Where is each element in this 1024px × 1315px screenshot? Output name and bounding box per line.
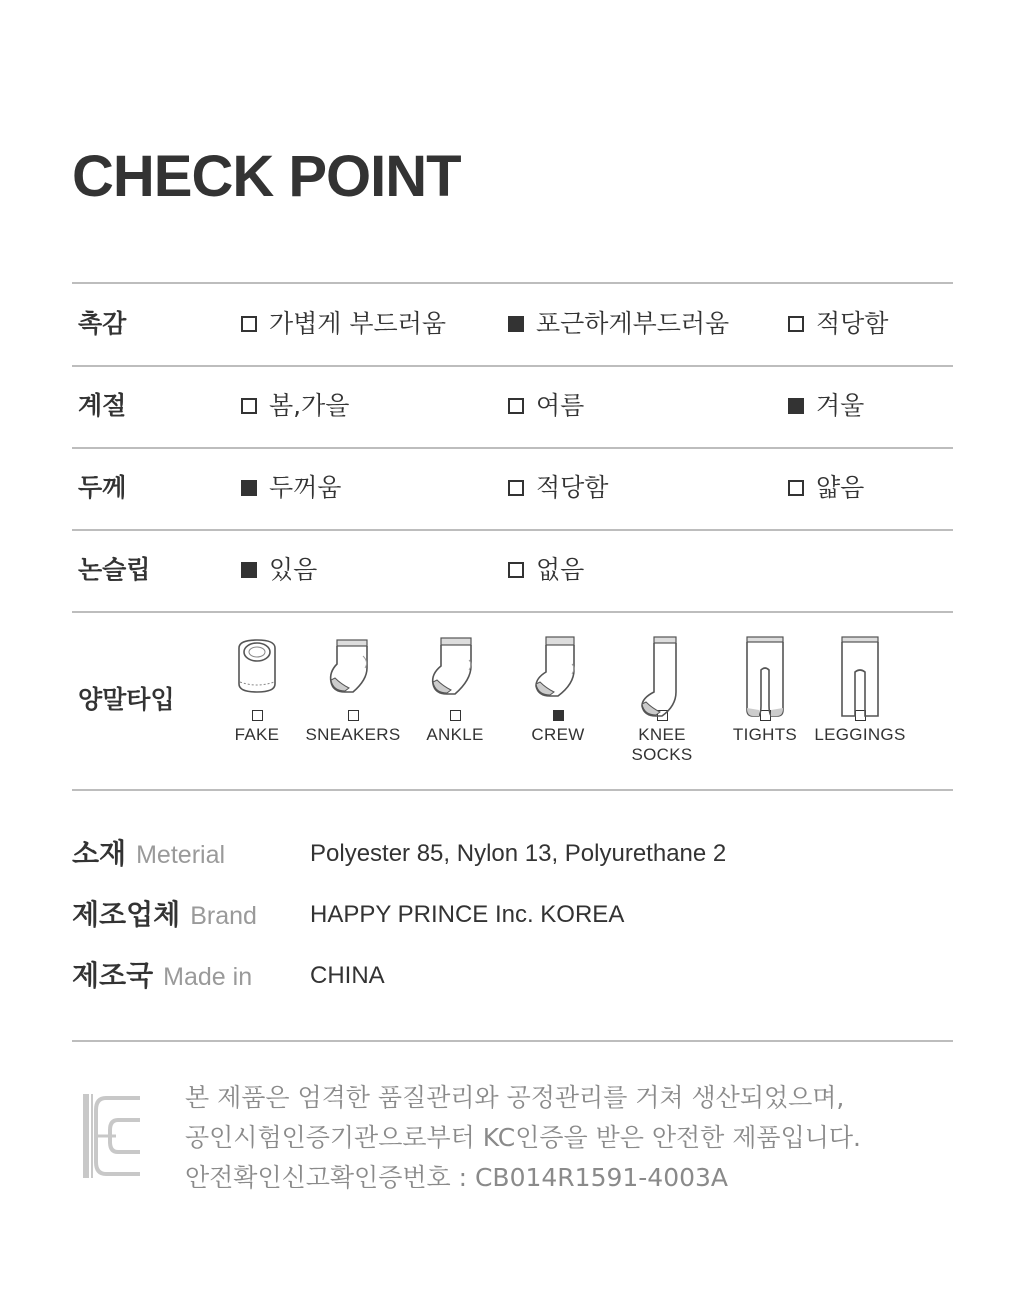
material-label: [72, 836, 225, 873]
divider: [72, 447, 953, 449]
row-label-sock-type: 양말타입: [78, 685, 175, 714]
checkbox: [252, 710, 263, 721]
option-thickness-moderate: [508, 473, 608, 503]
page-title: CHECK POINT: [72, 144, 461, 209]
option-label: 얇음: [816, 473, 865, 502]
checkbox: [788, 316, 804, 332]
checkbox-checked: [553, 710, 564, 721]
option-label: 두꺼움: [269, 473, 342, 502]
checkbox: [450, 710, 461, 721]
checkbox-checked: [241, 562, 257, 578]
option-texture-cozy: [508, 309, 729, 339]
divider: [72, 282, 953, 284]
material-label-ko: 소재: [72, 837, 127, 870]
checkbox: [788, 480, 804, 496]
leggings-icon: [830, 636, 890, 718]
option-label: 겨울: [816, 391, 865, 420]
tights-icon: [735, 636, 795, 718]
option-label: 적당함: [816, 309, 889, 338]
sock-type-label: SNEAKERS: [305, 725, 401, 744]
option-texture-moderate: [788, 309, 888, 339]
row-label-season: 계절: [78, 391, 127, 420]
checkbox-checked: [508, 316, 524, 332]
sock-type-label: CREW: [531, 725, 585, 744]
sock-type-label: KNEE SOCKS: [631, 725, 693, 764]
option-label: 적당함: [536, 473, 609, 502]
checkbox: [508, 562, 524, 578]
kc-mark-icon: [82, 1090, 146, 1182]
divider: [72, 611, 953, 613]
ankle-sock-icon: [425, 636, 485, 698]
option-label: 없음: [536, 555, 585, 584]
option-season-spring-fall: [241, 391, 349, 421]
option-label: 여름: [536, 391, 585, 420]
sock-type-knee-socks: [607, 636, 717, 765]
brand-label: [72, 897, 257, 934]
sock-type-sneakers: [298, 636, 408, 745]
brand-label-ko: 제조업체: [72, 898, 181, 931]
checkbox-checked: [241, 480, 257, 496]
material-value: Polyester 85, Nylon 13, Polyurethane 2: [310, 840, 727, 867]
origin-value: CHINA: [310, 962, 385, 989]
option-non-slip-no: [508, 555, 584, 585]
sock-type-label: TIGHTS: [732, 725, 798, 744]
sock-type-fake: [202, 636, 312, 745]
option-label: 포근하게부드러움: [536, 309, 730, 338]
fake-sock-icon: [227, 636, 287, 698]
divider: [72, 789, 953, 791]
sock-type-leggings: [805, 636, 915, 745]
origin-label-en: Made in: [163, 963, 253, 991]
option-label: 봄,가을: [269, 391, 350, 420]
checkbox: [508, 480, 524, 496]
sock-type-label: LEGGINGS: [814, 725, 906, 744]
row-label-non-slip: 논슬립: [78, 555, 151, 584]
sneakers-sock-icon: [323, 636, 383, 698]
origin-label-ko: 제조국: [72, 959, 154, 992]
option-season-winter: [788, 391, 864, 421]
divider: [72, 529, 953, 531]
divider: [72, 1040, 953, 1042]
checkbox: [241, 398, 257, 414]
brand-value: HAPPY PRINCE Inc. KOREA: [310, 901, 625, 928]
sock-type-label: FAKE: [234, 725, 280, 744]
option-thickness-thick: [241, 473, 341, 503]
option-thickness-thin: [788, 473, 864, 503]
sock-type-ankle: [400, 636, 510, 745]
option-texture-light: [241, 309, 446, 339]
checkbox: [855, 710, 866, 721]
brand-label-en: Brand: [190, 902, 257, 930]
certification-number: 안전확인신고확인증번호 : CB014R1591-4003A: [185, 1163, 729, 1192]
row-label-texture: 촉감: [78, 309, 127, 338]
option-non-slip-yes: [241, 555, 317, 585]
checkbox: [241, 316, 257, 332]
divider: [72, 365, 953, 367]
option-season-summer: [508, 391, 584, 421]
option-label: 있음: [269, 555, 318, 584]
checkbox: [348, 710, 359, 721]
knee-sock-icon: [632, 636, 692, 718]
option-label: 가볍게 부드러움: [269, 309, 446, 338]
checkbox: [508, 398, 524, 414]
sock-type-crew: [503, 636, 613, 745]
sock-type-tights: [710, 636, 820, 745]
crew-sock-icon: [528, 636, 588, 698]
certification-line: 본 제품은 엄격한 품질관리와 공정관리를 거쳐 생산되었으며,: [185, 1083, 845, 1112]
origin-label: [72, 958, 252, 995]
certification-line: 공인시험인증기관으로부터 KC인증을 받은 안전한 제품입니다.: [185, 1123, 861, 1152]
material-label-en: Meterial: [136, 841, 226, 869]
checkbox-checked: [788, 398, 804, 414]
row-label-thickness: 두께: [78, 473, 127, 502]
sock-type-label: ANKLE: [426, 725, 484, 744]
